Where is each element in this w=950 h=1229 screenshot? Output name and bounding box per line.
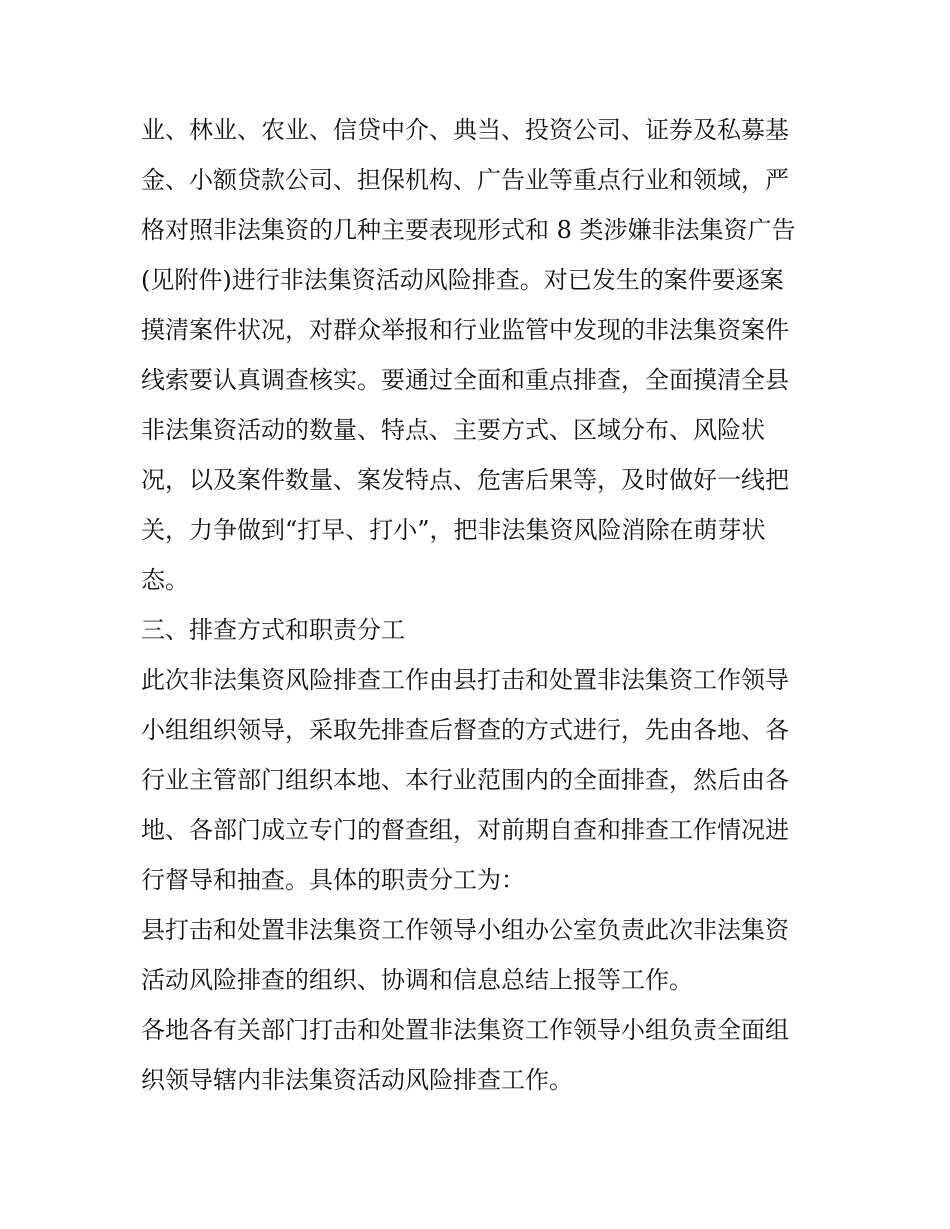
text-line: 业、林业、农业、信贷中介、典当、投资公司、证券及私募基 xyxy=(141,116,789,144)
text-line: 金、小额贷款公司、担保机构、广告业等重点行业和领域，严 xyxy=(141,166,789,194)
text-line: 摸清案件状况，对群众举报和行业监管中发现的非法集资案件 xyxy=(141,316,789,344)
text-line: 行督导和抽查。具体的职责分工为： xyxy=(141,866,525,894)
text-line: (见附件)进行非法集资活动风险排查。对已发生的案件要逐案 xyxy=(141,266,784,294)
text-line: 态。 xyxy=(141,566,189,594)
text-line: 格对照非法集资的几种主要表现形式和 8 类涉嫌非法集资广告 xyxy=(141,216,796,244)
text-line: 此次非法集资风险排查工作由县打击和处置非法集资工作领导 xyxy=(141,666,789,694)
text-line: 县打击和处置非法集资工作领导小组办公室负责此次非法集资 xyxy=(141,916,789,944)
text-line: 行业主管部门组织本地、本行业范围内的全面排查，然后由各 xyxy=(141,766,789,794)
section-heading: 三、排查方式和职责分工 xyxy=(141,616,405,644)
text-line: 织领导辖内非法集资活动风险排查工作。 xyxy=(141,1066,573,1094)
text-line: 关，力争做到“打早、打小”，把非法集资风险消除在萌芽状 xyxy=(141,516,766,544)
text-line: 线索要认真调查核实。要通过全面和重点排查，全面摸清全县 xyxy=(141,366,789,394)
text-line: 小组组织领导，采取先排查后督查的方式进行，先由各地、各 xyxy=(141,716,789,744)
text-line: 活动风险排查的组织、协调和信息总结上报等工作。 xyxy=(141,966,693,994)
text-line: 各地各有关部门打击和处置非法集资工作领导小组负责全面组 xyxy=(141,1016,789,1044)
text-line: 况，以及案件数量、案发特点、危害后果等，及时做好一线把 xyxy=(141,466,789,494)
text-line: 地、各部门成立专门的督查组，对前期自查和排查工作情况进 xyxy=(141,816,789,844)
text-line: 非法集资活动的数量、特点、主要方式、区域分布、风险状 xyxy=(141,416,765,444)
